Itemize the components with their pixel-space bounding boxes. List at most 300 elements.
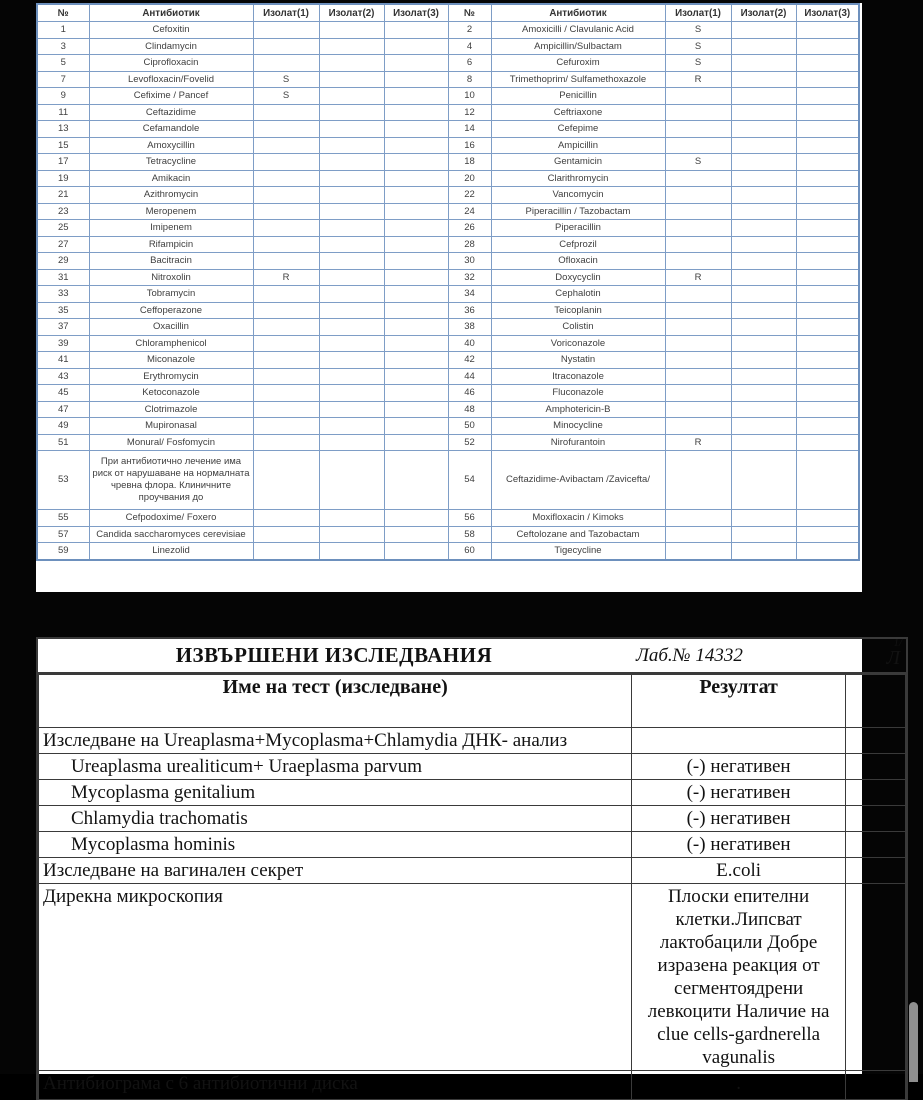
isolate2-right-cell bbox=[731, 401, 796, 418]
isolate2-right-cell bbox=[731, 335, 796, 352]
num-left-cell: 59 bbox=[37, 543, 89, 560]
antibiotic-right-cell: Clarithromycin bbox=[491, 170, 665, 187]
isolate3-left-cell bbox=[384, 22, 448, 39]
num-right-cell: 54 bbox=[448, 451, 491, 510]
result-cell: Плоски епителни клетки.Липсват лактобацили Добре изразена реакция от сегментоядрени левкоцити Наличие на clue cells-gardnerella vagunalis bbox=[632, 884, 845, 1071]
num-left-cell: 21 bbox=[37, 187, 89, 204]
antibiotic-right-cell: Ceftazidime-Avibactam /Zavicefta/ bbox=[491, 451, 665, 510]
num-left-cell: 35 bbox=[37, 302, 89, 319]
isolate3-right-cell bbox=[796, 220, 859, 237]
test-name-cell: Антибиограма с 6 антибиотични диска bbox=[39, 1071, 632, 1100]
isolate1-left-cell bbox=[253, 526, 319, 543]
isolate2-left-cell bbox=[319, 335, 384, 352]
isolate2-left-cell bbox=[319, 526, 384, 543]
num-right-cell: 34 bbox=[448, 286, 491, 303]
isolate3-right-cell bbox=[796, 154, 859, 171]
isolate3-left-cell bbox=[384, 137, 448, 154]
isolate2-left-cell bbox=[319, 385, 384, 402]
test-name-cell: Mycoplasma genitalium bbox=[39, 780, 632, 806]
isolate3-right-cell bbox=[796, 526, 859, 543]
isolate2-left-cell bbox=[319, 401, 384, 418]
result-cell: (-) негативен bbox=[632, 832, 845, 858]
isolate1-right-cell bbox=[665, 220, 731, 237]
num-left-cell: 57 bbox=[37, 526, 89, 543]
antibiogram-row bbox=[37, 451, 859, 510]
num-right-cell: 8 bbox=[448, 71, 491, 88]
isolate1-right-cell bbox=[665, 187, 731, 204]
isolate2-right-cell bbox=[731, 385, 796, 402]
isolate3-right-cell bbox=[796, 385, 859, 402]
antibiotic-left-cell: Chloramphenicol bbox=[89, 335, 253, 352]
isolate3-left-cell bbox=[384, 220, 448, 237]
isolate1-left-cell bbox=[253, 368, 319, 385]
isolate3-left-cell bbox=[384, 236, 448, 253]
isolate1-right-cell bbox=[665, 385, 731, 402]
antibiotic-left-cell: Bacitracin bbox=[89, 253, 253, 270]
antibiotic-left-cell: Linezolid bbox=[89, 543, 253, 560]
test-name-cell: Ureaplasma urealiticum+ Uraeplasma parvum bbox=[39, 754, 632, 780]
num-left-cell: 51 bbox=[37, 434, 89, 451]
extra-clipped-cell bbox=[845, 780, 905, 806]
isolate2-right-cell bbox=[731, 526, 796, 543]
isolate2-right-cell bbox=[731, 352, 796, 369]
isolate1-right-cell bbox=[665, 526, 731, 543]
isolate2-left-cell bbox=[319, 154, 384, 171]
antibiogram-row bbox=[37, 220, 859, 237]
isolate1-left-cell bbox=[253, 302, 319, 319]
isolate1-left-cell bbox=[253, 510, 319, 527]
isolate1-left-cell bbox=[253, 187, 319, 204]
extra-clipped-cell bbox=[845, 728, 905, 754]
isolate3-right-cell bbox=[796, 170, 859, 187]
antibiotic-right-cell: Amphotericin-B bbox=[491, 401, 665, 418]
result-cell: (-) негативен bbox=[632, 780, 845, 806]
col-antibiotic-right: Антибиотик bbox=[491, 4, 665, 22]
antibiotic-left-cell: Cefixime / Pancef bbox=[89, 88, 253, 105]
isolate3-right-cell bbox=[796, 543, 859, 560]
antibiogram-row bbox=[37, 170, 859, 187]
isolate1-right-cell: S bbox=[665, 22, 731, 39]
antibiotic-right-cell: Ampicillin bbox=[491, 137, 665, 154]
isolate2-left-cell bbox=[319, 302, 384, 319]
num-left-cell: 45 bbox=[37, 385, 89, 402]
num-left-cell: 11 bbox=[37, 104, 89, 121]
isolate3-right-cell bbox=[796, 55, 859, 72]
antibiotic-left-cell: Mupironasal bbox=[89, 418, 253, 435]
extra-clipped-cell bbox=[845, 884, 905, 1071]
isolate3-right-cell bbox=[796, 88, 859, 105]
isolate2-right-cell bbox=[731, 269, 796, 286]
result-cell: . bbox=[632, 1071, 845, 1100]
isolate3-right-cell bbox=[796, 187, 859, 204]
num-right-cell: 24 bbox=[448, 203, 491, 220]
isolate2-left-cell bbox=[319, 22, 384, 39]
isolate2-left-cell bbox=[319, 253, 384, 270]
antibiogram-row bbox=[37, 88, 859, 105]
num-left-cell: 7 bbox=[37, 71, 89, 88]
col-num-right: № bbox=[448, 4, 491, 22]
antibiotic-left-cell: Tobramycin bbox=[89, 286, 253, 303]
num-left-cell: 27 bbox=[37, 236, 89, 253]
num-right-cell: 38 bbox=[448, 319, 491, 336]
result-cell: (-) негативен bbox=[632, 754, 845, 780]
extra-clipped-cell bbox=[845, 806, 905, 832]
col-result: Резултат bbox=[632, 675, 845, 728]
isolate2-right-cell bbox=[731, 418, 796, 435]
antibiotic-left-cell: Ceftazidime bbox=[89, 104, 253, 121]
isolate1-left-cell bbox=[253, 451, 319, 510]
num-left-cell: 49 bbox=[37, 418, 89, 435]
isolate3-left-cell bbox=[384, 418, 448, 435]
isolate1-right-cell bbox=[665, 451, 731, 510]
num-left-cell: 17 bbox=[37, 154, 89, 171]
isolate3-left-cell bbox=[384, 121, 448, 138]
col-antibiotic-left: Антибиотик bbox=[89, 4, 253, 22]
isolate1-right-cell bbox=[665, 401, 731, 418]
isolate3-left-cell bbox=[384, 71, 448, 88]
isolate1-left-cell bbox=[253, 418, 319, 435]
num-left-cell: 41 bbox=[37, 352, 89, 369]
isolate3-right-cell bbox=[796, 203, 859, 220]
num-right-cell: 4 bbox=[448, 38, 491, 55]
antibiotic-right-cell: Cefuroxim bbox=[491, 55, 665, 72]
isolate2-right-cell bbox=[731, 510, 796, 527]
antibiotic-left-cell: Oxacillin bbox=[89, 319, 253, 336]
antibiogram-row bbox=[37, 335, 859, 352]
antibiogram-row bbox=[37, 526, 859, 543]
isolate3-left-cell bbox=[384, 55, 448, 72]
isolate2-right-cell bbox=[731, 319, 796, 336]
results-row bbox=[39, 832, 906, 858]
antibiogram-row bbox=[37, 203, 859, 220]
num-right-cell: 30 bbox=[448, 253, 491, 270]
antibiotic-left-cell: Amoxycillin bbox=[89, 137, 253, 154]
isolate2-left-cell bbox=[319, 368, 384, 385]
isolate2-right-cell bbox=[731, 203, 796, 220]
col-num-left: № bbox=[37, 4, 89, 22]
extra-clipped-cell bbox=[845, 858, 905, 884]
col-isolate1-right: Изолат(1) bbox=[665, 4, 731, 22]
isolate1-right-cell bbox=[665, 302, 731, 319]
col-isolate2-left: Изолат(2) bbox=[319, 4, 384, 22]
num-right-cell: 52 bbox=[448, 434, 491, 451]
num-left-cell: 19 bbox=[37, 170, 89, 187]
isolate3-left-cell bbox=[384, 104, 448, 121]
num-right-cell: 20 bbox=[448, 170, 491, 187]
results-row bbox=[39, 728, 906, 754]
isolate3-right-cell bbox=[796, 418, 859, 435]
num-right-cell: 48 bbox=[448, 401, 491, 418]
antibiotic-left-cell: Ciprofloxacin bbox=[89, 55, 253, 72]
antibiotic-right-cell: Tigecycline bbox=[491, 543, 665, 560]
isolate1-left-cell bbox=[253, 104, 319, 121]
antibiotic-left-cell: Ceffoperazone bbox=[89, 302, 253, 319]
antibiogram-row bbox=[37, 319, 859, 336]
isolate3-left-cell bbox=[384, 368, 448, 385]
col-isolate3-right: Изолат(3) bbox=[796, 4, 859, 22]
isolate2-left-cell bbox=[319, 543, 384, 560]
test-name-cell: Chlamydia trachomatis bbox=[39, 806, 632, 832]
num-left-cell: 47 bbox=[37, 401, 89, 418]
antibiotic-right-cell: Moxifloxacin / Kimoks bbox=[491, 510, 665, 527]
num-left-cell: 3 bbox=[37, 38, 89, 55]
isolate1-right-cell: S bbox=[665, 154, 731, 171]
num-left-cell: 53 bbox=[37, 451, 89, 510]
isolate1-left-cell bbox=[253, 38, 319, 55]
isolate1-left-cell bbox=[253, 352, 319, 369]
isolate2-left-cell bbox=[319, 104, 384, 121]
isolate2-right-cell bbox=[731, 154, 796, 171]
antibiogram-row bbox=[37, 137, 859, 154]
antibiogram-row bbox=[37, 368, 859, 385]
isolate2-right-cell bbox=[731, 253, 796, 270]
antibiotic-right-cell: Teicoplanin bbox=[491, 302, 665, 319]
isolate2-right-cell bbox=[731, 121, 796, 138]
antibiotic-left-cell: Azithromycin bbox=[89, 187, 253, 204]
num-right-cell: 18 bbox=[448, 154, 491, 171]
antibiogram-row bbox=[37, 401, 859, 418]
isolate2-left-cell bbox=[319, 137, 384, 154]
results-row bbox=[39, 806, 906, 832]
isolate1-left-cell bbox=[253, 236, 319, 253]
isolate1-left-cell bbox=[253, 319, 319, 336]
num-right-cell: 12 bbox=[448, 104, 491, 121]
isolate3-right-cell bbox=[796, 451, 859, 510]
results-sheet bbox=[36, 637, 902, 1094]
antibiotic-left-cell: Cefpodoxime/ Foxero bbox=[89, 510, 253, 527]
results-table-frame bbox=[36, 637, 908, 1100]
antibiotic-left-cell: Cefoxitin bbox=[89, 22, 253, 39]
num-left-cell: 5 bbox=[37, 55, 89, 72]
isolate1-right-cell bbox=[665, 137, 731, 154]
antibiogram-row bbox=[37, 385, 859, 402]
antibiogram-row bbox=[37, 510, 859, 527]
num-left-cell: 15 bbox=[37, 137, 89, 154]
num-left-cell: 1 bbox=[37, 22, 89, 39]
antibiotic-right-cell: Cephalotin bbox=[491, 286, 665, 303]
isolate1-left-cell bbox=[253, 401, 319, 418]
isolate3-left-cell bbox=[384, 203, 448, 220]
results-table bbox=[38, 674, 906, 1100]
antibiotic-right-cell: Piperacillin / Tazobactam bbox=[491, 203, 665, 220]
isolate3-right-cell bbox=[796, 269, 859, 286]
antibiogram-row bbox=[37, 302, 859, 319]
col-isolate1-left: Изолат(1) bbox=[253, 4, 319, 22]
antibiotic-right-cell: Nystatin bbox=[491, 352, 665, 369]
isolate3-left-cell bbox=[384, 526, 448, 543]
antibiogram-sheet bbox=[36, 3, 862, 592]
antibiogram-row bbox=[37, 434, 859, 451]
isolate1-left-cell bbox=[253, 170, 319, 187]
num-right-cell: 28 bbox=[448, 236, 491, 253]
vertical-scrollbar-thumb[interactable] bbox=[909, 1002, 918, 1082]
antibiogram-row bbox=[37, 154, 859, 171]
isolate1-right-cell bbox=[665, 543, 731, 560]
antibiogram-row bbox=[37, 352, 859, 369]
col-isolate3-left: Изолат(3) bbox=[384, 4, 448, 22]
isolate1-right-cell bbox=[665, 335, 731, 352]
isolate3-left-cell bbox=[384, 154, 448, 171]
page-fragment-text: 1/ bbox=[893, 637, 902, 649]
extra-clipped-cell bbox=[845, 754, 905, 780]
isolate3-right-cell bbox=[796, 38, 859, 55]
isolate3-right-cell bbox=[796, 302, 859, 319]
antibiogram-row bbox=[37, 236, 859, 253]
isolate2-left-cell bbox=[319, 269, 384, 286]
isolate3-right-cell bbox=[796, 121, 859, 138]
num-right-cell: 36 bbox=[448, 302, 491, 319]
isolate3-right-cell bbox=[796, 236, 859, 253]
isolate3-right-cell bbox=[796, 368, 859, 385]
antibiotic-left-cell: Amikacin bbox=[89, 170, 253, 187]
isolate2-left-cell bbox=[319, 352, 384, 369]
isolate3-left-cell bbox=[384, 187, 448, 204]
isolate3-left-cell bbox=[384, 88, 448, 105]
antibiogram-row bbox=[37, 418, 859, 435]
results-row bbox=[39, 754, 906, 780]
num-right-cell: 42 bbox=[448, 352, 491, 369]
antibiotic-left-cell: Rifampicin bbox=[89, 236, 253, 253]
isolate1-right-cell bbox=[665, 121, 731, 138]
num-right-cell: 32 bbox=[448, 269, 491, 286]
isolate1-right-cell bbox=[665, 88, 731, 105]
num-left-cell: 9 bbox=[37, 88, 89, 105]
antibiotic-right-cell: Piperacillin bbox=[491, 220, 665, 237]
isolate1-right-cell: R bbox=[665, 434, 731, 451]
isolate1-right-cell bbox=[665, 104, 731, 121]
col-extra-clipped bbox=[845, 675, 905, 728]
num-left-cell: 13 bbox=[37, 121, 89, 138]
antibiogram-row bbox=[37, 55, 859, 72]
isolate3-right-cell bbox=[796, 434, 859, 451]
antibiogram-row bbox=[37, 543, 859, 560]
antibiotic-right-cell: Cefprozil bbox=[491, 236, 665, 253]
isolate1-left-cell bbox=[253, 253, 319, 270]
isolate3-left-cell bbox=[384, 302, 448, 319]
antibiotic-left-cell: Monural/ Fosfomycin bbox=[89, 434, 253, 451]
isolate2-right-cell bbox=[731, 104, 796, 121]
num-right-cell: 50 bbox=[448, 418, 491, 435]
isolate2-left-cell bbox=[319, 88, 384, 105]
antibiogram-table bbox=[36, 3, 860, 561]
isolate1-right-cell bbox=[665, 203, 731, 220]
isolate2-left-cell bbox=[319, 203, 384, 220]
num-right-cell: 22 bbox=[448, 187, 491, 204]
num-right-cell: 44 bbox=[448, 368, 491, 385]
isolate2-right-cell bbox=[731, 434, 796, 451]
antibiotic-left-cell: Nitroxolin bbox=[89, 269, 253, 286]
antibiotic-right-cell: Amoxicilli / Clavulanic Acid bbox=[491, 22, 665, 39]
antibiogram-row bbox=[37, 286, 859, 303]
isolate2-left-cell bbox=[319, 286, 384, 303]
results-title: ИЗВЪРШЕНИ ИЗСЛЕДВАНИЯ bbox=[175, 643, 493, 667]
isolate3-right-cell bbox=[796, 319, 859, 336]
isolate3-left-cell bbox=[384, 352, 448, 369]
num-right-cell: 58 bbox=[448, 526, 491, 543]
antibiogram-header-row bbox=[37, 4, 859, 22]
isolate2-right-cell bbox=[731, 302, 796, 319]
lab-number: Лаб.№ 14332 bbox=[636, 644, 743, 666]
antibiotic-left-cell: Meropenem bbox=[89, 203, 253, 220]
results-row bbox=[39, 858, 906, 884]
isolate2-right-cell bbox=[731, 220, 796, 237]
isolate1-left-cell bbox=[253, 543, 319, 560]
isolate2-left-cell bbox=[319, 55, 384, 72]
result-cell: (-) негативен bbox=[632, 806, 845, 832]
antibiotic-right-cell: Ceftolozane and Tazobactam bbox=[491, 526, 665, 543]
extra-clipped-cell bbox=[845, 1071, 905, 1100]
isolate2-left-cell bbox=[319, 510, 384, 527]
antibiotic-left-cell: Erythromycin bbox=[89, 368, 253, 385]
antibiotic-left-cell: Tetracycline bbox=[89, 154, 253, 171]
isolate2-left-cell bbox=[319, 418, 384, 435]
isolate1-right-cell bbox=[665, 368, 731, 385]
isolate1-right-cell bbox=[665, 253, 731, 270]
isolate2-left-cell bbox=[319, 170, 384, 187]
isolate3-left-cell bbox=[384, 401, 448, 418]
isolate3-left-cell bbox=[384, 269, 448, 286]
isolate1-left-cell bbox=[253, 137, 319, 154]
results-title-row bbox=[38, 639, 906, 674]
isolate1-right-cell: R bbox=[665, 269, 731, 286]
results-row bbox=[39, 884, 906, 1071]
isolate1-left-cell: S bbox=[253, 71, 319, 88]
isolate1-left-cell bbox=[253, 335, 319, 352]
test-name-cell: Изследване на вагинален секрет bbox=[39, 858, 632, 884]
results-header-row bbox=[39, 675, 906, 728]
antibiogram-row bbox=[37, 22, 859, 39]
antibiotic-right-cell: Ofloxacin bbox=[491, 253, 665, 270]
isolate2-right-cell bbox=[731, 451, 796, 510]
num-right-cell: 2 bbox=[448, 22, 491, 39]
isolate3-left-cell bbox=[384, 385, 448, 402]
isolate2-left-cell bbox=[319, 220, 384, 237]
isolate1-right-cell: R bbox=[665, 71, 731, 88]
isolate2-left-cell bbox=[319, 319, 384, 336]
isolate3-left-cell bbox=[384, 319, 448, 336]
isolate2-right-cell bbox=[731, 55, 796, 72]
isolate3-left-cell bbox=[384, 335, 448, 352]
antibiogram-body bbox=[37, 22, 859, 560]
isolate3-left-cell bbox=[384, 510, 448, 527]
antibiogram-row bbox=[37, 269, 859, 286]
isolate2-right-cell bbox=[731, 236, 796, 253]
antibiotic-right-cell: Cefepime bbox=[491, 121, 665, 138]
isolate2-right-cell bbox=[731, 543, 796, 560]
isolate1-left-cell bbox=[253, 203, 319, 220]
isolate1-right-cell bbox=[665, 418, 731, 435]
antibiotic-right-cell: Colistin bbox=[491, 319, 665, 336]
num-right-cell: 60 bbox=[448, 543, 491, 560]
antibiogram-row bbox=[37, 187, 859, 204]
isolate1-left-cell bbox=[253, 434, 319, 451]
isolate3-right-cell bbox=[796, 510, 859, 527]
isolate1-right-cell bbox=[665, 510, 731, 527]
isolate3-right-cell bbox=[796, 253, 859, 270]
num-left-cell: 29 bbox=[37, 253, 89, 270]
results-body bbox=[39, 728, 906, 1100]
isolate3-left-cell bbox=[384, 253, 448, 270]
isolate2-left-cell bbox=[319, 38, 384, 55]
antibiotic-right-cell: Trimethoprim/ Sulfamethoxazole bbox=[491, 71, 665, 88]
isolate2-right-cell bbox=[731, 22, 796, 39]
num-right-cell: 46 bbox=[448, 385, 491, 402]
isolate3-left-cell bbox=[384, 451, 448, 510]
antibiotic-left-cell: При антибиотично лечение има риск от нарушаване на нормалната чревна флора. Клиничните проучвания до bbox=[89, 451, 253, 510]
isolate2-left-cell bbox=[319, 121, 384, 138]
isolate2-right-cell bbox=[731, 137, 796, 154]
isolate2-right-cell bbox=[731, 187, 796, 204]
